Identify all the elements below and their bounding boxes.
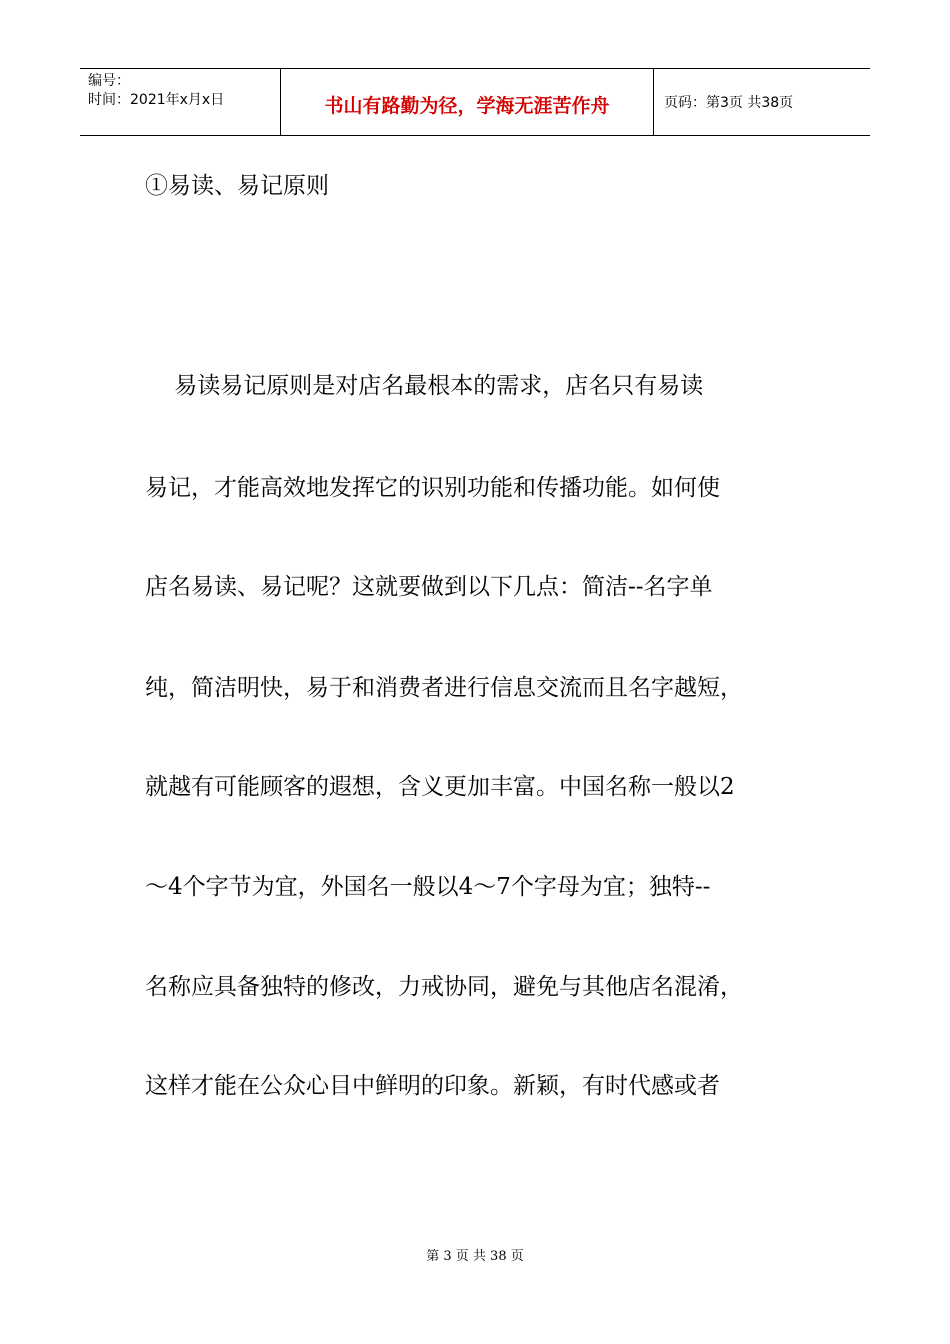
section-heading: ①易读、易记原则: [145, 173, 329, 199]
header-motto-cell: [281, 69, 654, 135]
motto-text: 书山有路勤为径，学海无涯苦作舟: [324, 95, 610, 117]
number-label: 编号：: [88, 73, 130, 89]
header-page-cell: [654, 69, 870, 135]
paragraph-line: 店名易读、易记呢？这就要做到以下几点：简洁--名字单: [145, 574, 713, 600]
page-footer: 第 3 页 共 38 页: [426, 1249, 524, 1264]
header-meta-cell: [80, 69, 281, 135]
header-page-info: 页码：第3页 共38页: [664, 95, 794, 111]
paragraph-line: 易记，才能高效地发挥它的识别功能和传播功能。如何使: [145, 475, 720, 501]
paragraph-line: ～4个字节为宜，外国名一般以4～7个字母为宜；独特--: [145, 874, 711, 900]
paragraph-line: 名称应具备独特的修改，力戒协同，避免与其他店名混淆，: [145, 974, 743, 1000]
paragraph-line: 易读易记原则是对店名最根本的需求，店名只有易读: [145, 373, 704, 399]
paragraph-line: 纯，简洁明快，易于和消费者进行信息交流而且名字越短，: [145, 675, 743, 701]
paragraph-line: 这样才能在公众心目中鲜明的印象。新颖，有时代感或者: [145, 1073, 720, 1099]
paragraph-line: 就越有可能顾客的遐想，含义更加丰富。中国名称一般以2: [145, 774, 735, 800]
time-label: 时间：2021年x月x日: [88, 92, 225, 108]
page-header: [80, 68, 870, 136]
